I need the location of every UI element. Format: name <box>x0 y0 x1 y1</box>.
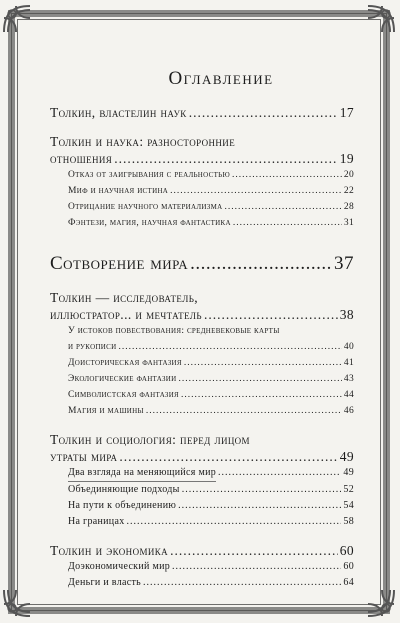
toc-subentry-label: Миф и научная истина <box>68 186 169 196</box>
toc-entry[interactable] <box>50 448 354 465</box>
toc-subentry[interactable] <box>50 215 354 231</box>
leader-dots <box>232 167 342 183</box>
toc-subentry[interactable] <box>50 482 354 498</box>
toc-entry-label: Толкин и социология: перед лицом <box>50 432 250 447</box>
toc-subentry[interactable] <box>50 387 354 403</box>
leader-dots <box>170 542 338 559</box>
toc-subentry[interactable] <box>50 465 354 482</box>
toc-entry[interactable] <box>50 306 354 323</box>
toc-page-number: 46 <box>343 406 354 416</box>
toc-subentry[interactable] <box>50 559 354 575</box>
toc-entry-label: утраты мира <box>50 449 118 464</box>
leader-dots <box>224 199 341 215</box>
toc-subentry-label: Фэнтези, магия, научная фантастика <box>68 218 231 228</box>
leader-dots <box>119 448 337 465</box>
toc-subentry-label: Символистская фантазия <box>68 390 180 400</box>
leader-dots <box>233 215 342 231</box>
toc-subentry-label: Отрицание научного материализма <box>68 202 223 212</box>
celtic-knot-icon <box>366 588 396 618</box>
leader-dots <box>204 306 338 323</box>
toc-entry[interactable] <box>50 542 354 559</box>
table-of-contents <box>50 68 354 591</box>
toc-subentry-label: и рукописи <box>68 342 117 352</box>
toc-subentry-label: Два взгляда на меняющийся мир <box>68 465 216 482</box>
celtic-knot-icon <box>2 4 32 34</box>
celtic-knot-icon <box>366 4 396 34</box>
leader-dots <box>218 465 341 481</box>
toc-entry-label: Толкин и наука: разносторонние <box>50 134 236 149</box>
toc-subentry[interactable] <box>50 575 354 591</box>
toc-page-number: 43 <box>343 374 354 384</box>
toc-page-number: 64 <box>343 577 354 588</box>
toc-subentry[interactable] <box>50 514 354 530</box>
toc-subentry-label: Объединяющие подходы <box>68 484 180 495</box>
leader-dots <box>172 559 341 575</box>
toc-subentry[interactable] <box>50 371 354 387</box>
leader-dots <box>143 575 341 591</box>
toc-page-number: 38 <box>339 307 354 322</box>
toc-entry[interactable] <box>50 104 354 121</box>
toc-page-number: 49 <box>343 467 354 478</box>
toc-entry-label: Толкин и экономика <box>50 543 169 558</box>
toc-entry-label: иллюстратор... и мечтатель <box>50 307 202 322</box>
toc-subentry[interactable] <box>50 167 354 183</box>
toc-subentry[interactable] <box>50 403 354 419</box>
leader-dots <box>184 355 342 371</box>
toc-page-number: 40 <box>343 342 354 352</box>
toc-page-number: 20 <box>343 170 354 180</box>
toc-page-number: 37 <box>334 253 354 274</box>
toc-page-number: 52 <box>343 484 354 495</box>
toc-subentry-label: На границах <box>68 516 125 527</box>
toc-subentry-label: Доэкономический мир <box>68 561 171 572</box>
toc-entry-label: Толкин, властелин наук <box>50 105 187 120</box>
toc-subentry[interactable] <box>50 498 354 514</box>
leader-dots <box>146 403 342 419</box>
toc-subentry[interactable] <box>50 339 354 355</box>
toc-subentry-label: Отказ от заигрывания с реальностью <box>68 170 230 180</box>
toc-entry-label: Толкин — исследователь, <box>50 290 199 305</box>
toc-page-number: 54 <box>343 500 354 511</box>
toc-entry[interactable] <box>50 150 354 167</box>
toc-part-label: Сотворение мира <box>50 253 189 274</box>
celtic-knot-icon <box>2 588 32 618</box>
toc-subentry[interactable] <box>50 183 354 199</box>
toc-subentry-label: На пути к объединению <box>68 500 177 511</box>
toc-subentry[interactable] <box>50 355 354 371</box>
toc-subentry-label: Магия и машины <box>68 406 144 416</box>
toc-part-entry[interactable] <box>50 253 354 275</box>
toc-page-number: 28 <box>343 202 354 212</box>
leader-dots <box>178 371 341 387</box>
toc-page-number: 44 <box>343 390 354 400</box>
leader-dots <box>170 183 342 199</box>
leader-dots <box>178 498 341 514</box>
leader-dots <box>190 253 332 275</box>
toc-subentry-label: Доисторическая фантазия <box>68 358 182 368</box>
leader-dots <box>189 104 338 121</box>
toc-page-number: 31 <box>343 218 354 228</box>
toc-subentry[interactable] <box>50 199 354 215</box>
toc-subentry-label: Деньги и власть <box>68 577 141 588</box>
toc-entry-label: отношения <box>50 151 113 166</box>
toc-page-number: 58 <box>343 516 354 527</box>
leader-dots <box>181 387 342 403</box>
leader-dots <box>119 339 342 355</box>
leader-dots <box>114 150 338 167</box>
toc-page-number: 22 <box>343 186 354 196</box>
toc-page-number: 41 <box>343 358 354 368</box>
toc-page-number: 60 <box>339 543 354 558</box>
toc-title: Оглавление <box>168 68 274 89</box>
toc-page-number: 49 <box>339 449 354 464</box>
toc-subentry-label: Экологические фантазии <box>68 374 177 384</box>
toc-subentry-label: У истоков повествования: средневековые карты <box>68 326 280 336</box>
toc-page-number: 60 <box>343 561 354 572</box>
toc-page-number: 17 <box>339 105 354 120</box>
leader-dots <box>127 514 342 530</box>
toc-page-number: 19 <box>339 151 354 166</box>
leader-dots <box>182 482 342 498</box>
